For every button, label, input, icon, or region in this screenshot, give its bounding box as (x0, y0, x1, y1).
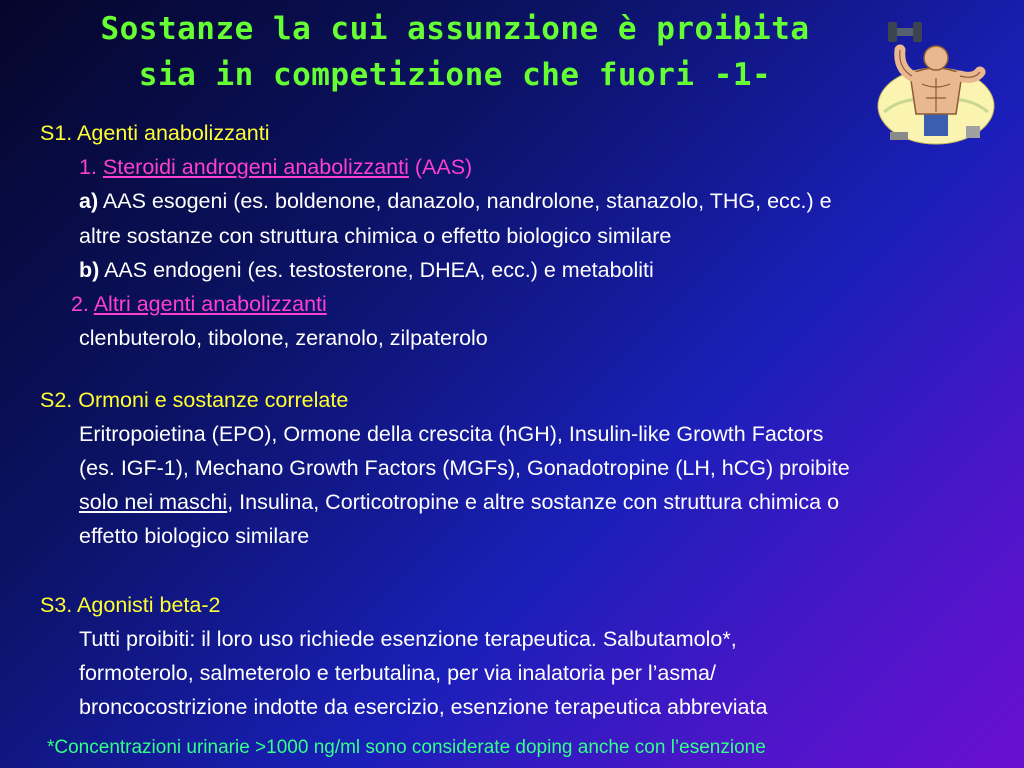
s1-a-line-1 (79, 188, 832, 214)
s3-line-2: formoterolo, salmeterolo e terbutalina, per via inalatoria per l’asma/ (79, 661, 716, 685)
s1-item-2-label: Altri agenti anabolizzanti (93, 292, 327, 316)
s1-heading: S1. Agenti anabolizzanti (40, 121, 270, 145)
s1-b-line (79, 257, 654, 283)
s2-line-1: Eritropoietina (EPO), Ormone della crescita (hGH), Insulin-like Growth Factors (79, 422, 824, 446)
s2-heading: S2. Ormoni e sostanze correlate (40, 388, 349, 412)
slide-title (60, 6, 850, 98)
s2-line-3-underlined: solo nei maschi (79, 490, 228, 514)
s2-line-2: (es. IGF-1), Mechano Growth Factors (MGFs), Gonadotropine (LH, hCG) proibite (79, 456, 850, 480)
s1-a-text: AAS esogeni (es. boldenone, danazolo, nandrolone, stanazolo, THG, ecc.) e (98, 189, 832, 213)
s2-line-3-rest: , Insulina, Corticotropine e altre sostanze con struttura chimica o (227, 490, 840, 514)
s1-item-2-number: 2. (71, 292, 94, 316)
s1-a-line-2: altre sostanze con struttura chimica o effetto biologico similare (79, 224, 672, 248)
s2-line-4: effetto biologico similare (79, 524, 310, 548)
s1-item-2-line: clenbuterolo, tibolone, zeranolo, zilpaterolo (79, 326, 488, 350)
s1-item-1-number: 1. (79, 155, 103, 179)
title-line-1: Sostanze la cui assunzione è proibita (100, 11, 810, 47)
s1-a-label: a) (79, 189, 99, 213)
s3-line-1: Tutti proibiti: il loro uso richiede esenzione terapeutica. Salbutamolo*, (79, 627, 737, 651)
s2-line-3 (79, 489, 839, 515)
s1-b-label: b) (79, 258, 100, 282)
s3-line-3: broncocostrizione indotte da esercizio, esenzione terapeutica abbreviata (79, 695, 768, 719)
s3-heading: S3. Agonisti beta-2 (40, 593, 221, 617)
title-line-2: sia in competizione che fuori -1- (138, 57, 772, 93)
s1-item-1 (79, 154, 472, 180)
footnote: *Concentrazioni urinarie >1000 ng/ml sono considerate doping anche con l’esenzione (47, 737, 766, 758)
s1-item-1-label: Steroidi androgeni anabolizzanti (102, 155, 409, 179)
s1-item-2 (71, 291, 327, 317)
s1-b-text: AAS endogeni (es. testosterone, DHEA, ecc.) e metaboliti (99, 258, 654, 282)
s1-item-1-suffix: (AAS) (408, 155, 473, 179)
bodybuilder-dumbbell-icon (876, 14, 996, 146)
